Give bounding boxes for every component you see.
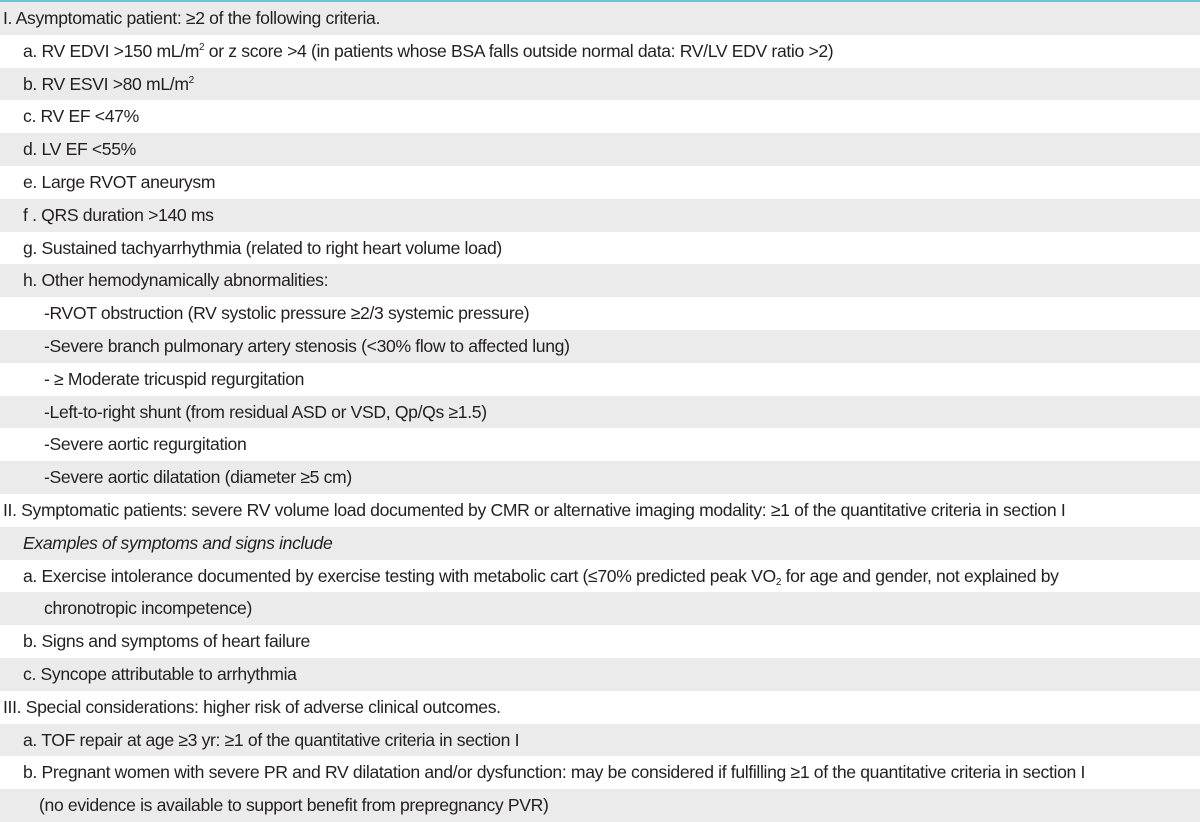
row-text: b. RV ESVI >80 mL/m [23, 73, 189, 94]
subscript: 2 [775, 576, 782, 588]
row-text: d. LV EF <55% [23, 139, 136, 160]
table-row [0, 527, 1200, 560]
table-row [0, 625, 1200, 658]
table-row [0, 232, 1200, 265]
superscript: 2 [199, 41, 205, 53]
table-row [0, 264, 1200, 297]
row-text: -Severe aortic regurgitation [44, 434, 247, 455]
table-row [0, 363, 1200, 396]
table-row [0, 100, 1200, 133]
table-row [0, 691, 1200, 724]
row-text: -RVOT obstruction (RV systolic pressure ≥2/3 systemic pressure) [44, 303, 530, 324]
table-row [0, 166, 1200, 199]
row-text: c. RV EF <47% [23, 106, 139, 127]
table-row [0, 461, 1200, 494]
row-text: b. Signs and symptoms of heart failure [23, 631, 310, 652]
row-text: f . QRS duration >140 ms [23, 204, 214, 225]
row-text: a. TOF repair at age ≥3 yr: ≥1 of the quantitative criteria in section I [23, 729, 520, 750]
row-text: b. Pregnant women with severe PR and RV dilatation and/or dysfunction: may be considered if fulfilling ≥1 of the quantitative criteria in section I [23, 762, 1086, 783]
table-row [0, 724, 1200, 757]
table-row [0, 592, 1200, 625]
table-row [0, 68, 1200, 101]
row-text: e. Large RVOT aneurysm [23, 171, 216, 192]
table-row [0, 494, 1200, 527]
row-text-continued: or z score >4 (in patients whose BSA falls outside normal data: RV/LV EDV ratio >2) [204, 40, 834, 61]
superscript: 2 [188, 74, 194, 86]
row-text: a. Exercise intolerance documented by exercise testing with metabolic cart (≤70% predicted peak VO [23, 565, 776, 586]
table-row [0, 133, 1200, 166]
table-row [0, 2, 1200, 35]
table-row [0, 789, 1200, 822]
table-row [0, 199, 1200, 232]
row-text: III. Special considerations: higher risk of adverse clinical outcomes. [3, 696, 501, 717]
table-row [0, 560, 1200, 593]
row-text: -Left-to-right shunt (from residual ASD or VSD, Qp/Qs ≥1.5) [44, 401, 487, 422]
table-row [0, 658, 1200, 691]
row-text: Examples of symptoms and signs include [23, 532, 333, 553]
table-row [0, 396, 1200, 429]
row-text: I. Asymptomatic patient: ≥2 of the following criteria. [3, 8, 381, 28]
row-text: c. Syncope attributable to arrhythmia [23, 663, 297, 684]
row-text: -Severe aortic dilatation (diameter ≥5 cm) [44, 467, 352, 488]
table-row [0, 428, 1200, 461]
table-row [0, 35, 1200, 68]
row-text: chronotropic incompetence) [44, 598, 253, 619]
row-text: - ≥ Moderate tricuspid regurgitation [44, 368, 305, 389]
table-row [0, 330, 1200, 363]
table-row [0, 756, 1200, 789]
row-text: II. Symptomatic patients: severe RV volume load documented by CMR or alternative imaging modality: ≥1 of the quantitative criteria in section I [3, 499, 1066, 520]
row-text: h. Other hemodynamically abnormalities: [23, 270, 329, 291]
row-text: g. Sustained tachyarrhythmia (related to right heart volume load) [23, 237, 502, 258]
row-text: -Severe branch pulmonary artery stenosis (<30% flow to affected lung) [44, 335, 570, 356]
row-text: a. RV EDVI >150 mL/m [23, 40, 200, 61]
table-row [0, 297, 1200, 330]
row-text: (no evidence is available to support benefit from prepregnancy PVR) [39, 795, 549, 816]
row-text-continued: for age and gender, not explained by [781, 565, 1059, 586]
